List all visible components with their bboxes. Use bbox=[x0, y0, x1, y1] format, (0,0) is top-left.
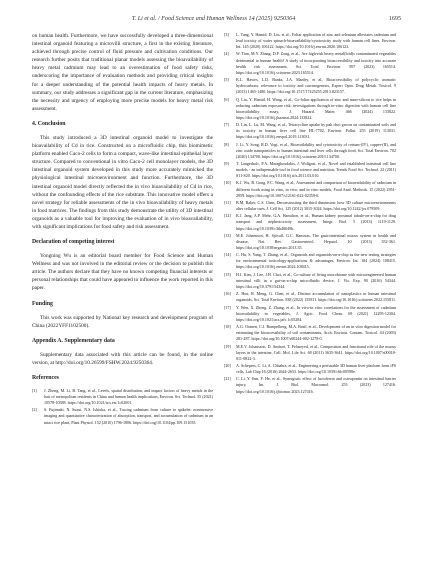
reference-text: K.L. Hawes, L.D. Banks, J.A. Manley, et al., Bioaccessibility of polycyclic aromatic hydrocarbons: relevance to toxicity and carcinogenesis, Expert Opin. Drug Metab. Toxicol. 9 (2013) 1465-1480. https://doi.org/10.1517/17425255.2013.823157. bbox=[236, 77, 396, 95]
reference-item bbox=[224, 213, 396, 231]
left-column bbox=[32, 32, 213, 427]
reference-number: [13] bbox=[224, 232, 231, 238]
reference-number: [6] bbox=[224, 96, 229, 102]
reference-text: D. Lin, L. Lu, M. Wang, et al., Tetracycline uptake by pak choi grown on contaminated soils and its toxicity in human liver cell line HL-7702, Environ. Pollut. 255 (2019) 113031. https://doi.org/10.1016/j.envpol.2019.113031. bbox=[236, 122, 396, 140]
reference-number: [8] bbox=[224, 141, 229, 147]
reference-item bbox=[224, 32, 396, 50]
funding-paragraph: This work was supported by National key research and development program of China (2022YFF1102500). bbox=[32, 314, 213, 329]
reference-number: [20] bbox=[224, 362, 231, 368]
reference-number: [18] bbox=[224, 324, 231, 330]
reference-text: T. Langerholc, P.A. Maragkoudakis, J. Wollgast, et al., Novel and established intestinal cell line models - an indispensable tool in food science and nutrition, Trends Food Sci. Technol. 22 (2011) S11-S20. https://doi.org/10.1016/j.tifs.2011.03.010. bbox=[236, 161, 396, 179]
reference-number: [1] bbox=[32, 387, 37, 393]
reference-item bbox=[224, 122, 396, 140]
reference-number: [14] bbox=[224, 252, 231, 258]
reference-item bbox=[224, 291, 396, 303]
reference-text: W. Tian, M.Y. Zhang, D.P. Zong, et al., Are high-risk heavy metal(loid)s contaminated vegetables detrimental to human health? A study of incorporating bioaccessibility and toxicity into accurate health risk assessment, Sci. Total Environ. 897 (2023) 165514. https://doi.org/10.1016/j.scitotenv.2023.165514. bbox=[236, 51, 396, 75]
reference-item bbox=[224, 142, 396, 160]
reference-number: [4] bbox=[224, 51, 229, 57]
reference-item bbox=[224, 252, 396, 270]
reference-number: [2] bbox=[32, 407, 37, 413]
reference-number: [11] bbox=[224, 199, 231, 205]
reference-item bbox=[224, 305, 396, 323]
reference-text: S. Fujimaki, N. Suzui, N.S. Ishioka, et al., Tracing cadmium from culture to spikelet: noninvasive imaging and quantitative characterization of absorption, transport, and accumulation of cadmium in an intact rice plant, Plant Physiol. 152 (2010) 1796-1806. https://doi.org/10.1104/pp.109.151035. bbox=[44, 407, 213, 425]
reference-item bbox=[224, 77, 396, 95]
reference-text: H.J. Kim, J. Lee, J.H. Choi, et al., Co-culture of living microbiome with microengineered human intestinal villi in a gut-on-a-chip microfluidic device, J. Vis. Exp. 90 (2016) 54344. https://doi.org/10.3791/54344. bbox=[236, 271, 396, 289]
reference-number: [10] bbox=[224, 180, 231, 186]
reference-item bbox=[224, 363, 396, 375]
reference-text: Y. Wen, X. Zheng, Z. Zhang, et al., In vivo-in vitro correlations for the assessment of cadmium bioavailability in vegetables, J. Agric. Food Chem. 69 (2021) 12295-12304. https://doi.org/10.1021/acs.jafc.1c05284. bbox=[236, 304, 396, 322]
appendix-paragraph: Supplementary data associated with this article can be found, in the online version, at http://doi.org/10.26599/FSHW.2024.9250364. bbox=[32, 351, 213, 366]
reference-number: [16] bbox=[224, 291, 231, 297]
reference-number: [9] bbox=[224, 161, 229, 166]
reference-item bbox=[224, 376, 396, 394]
reference-number: [21] bbox=[224, 376, 231, 382]
reference-number: [5] bbox=[224, 77, 229, 83]
conclusion-heading: 4. Conclusion bbox=[32, 120, 66, 127]
reference-item bbox=[224, 200, 396, 212]
references-list-left bbox=[32, 388, 213, 426]
funding-heading: Funding bbox=[32, 300, 53, 307]
competing-interest-paragraph: Yongning Wu is an editorial board member for Food Science and Human Wellness and was not involved in the editorial review or the decision to publish this article. The authors declare that they have no known competing financial interests or personal relationships that could have appeared to influence the work reported in this paper. bbox=[32, 253, 213, 292]
reference-item bbox=[224, 272, 396, 290]
right-column-references bbox=[224, 32, 396, 396]
reference-text: M.E.V. Johansson, D. Ambort, T. Pelaseyed, et al., Composition and functional role of the mucus layers in the intestine, Cell. Mol. Life Sci. 68 (2011) 3635-3641. https://doi.org/10.1007/s00018-011-0822-3. bbox=[236, 343, 396, 361]
reference-item bbox=[32, 388, 213, 406]
reference-text: A.G. Oomen, C.J. Rompelberg, M.A. Bruil, et al., Development of an in vitro digestion model for estimating the bioaccessibility of soil contaminants, Arch. Environ. Contam. Toxicol. 44 (2003) 281-287. https://doi.org/10.1007/s00244-002-1278-0. bbox=[236, 324, 396, 342]
reference-text: A. Schepers, C. Li, A. Chhabra, et al., Engineering a perfusable 3D human liver platform from iPS cells, Lab Chip 16 (2016) 2644-2653. https://doi.org/10.1039/c6lc00598e. bbox=[236, 362, 396, 375]
reference-text: J. Zheng, M. Li, B. Tang, et al., Levels, spatial distribution, and impact factors of heavy metals in the hair of metropolitan residents in China and human health implications, Environ. Sci. Technol. 55 (2021) 10578-10588. https://doi.org/10.1021/acs.est.1c02001. bbox=[44, 387, 213, 406]
reference-item bbox=[224, 180, 396, 198]
reference-item bbox=[32, 407, 213, 425]
reference-number: [15] bbox=[224, 271, 231, 277]
reference-text: J. Li, Y. Song, R.D. Vogt, et al., Bioavailability and cytotoxicity of cerium-(IV), copper-(II), and zinc oxide nanoparticles to human intestinal and liver cells through food, Sci. Total Environ. 702 (2020) 134700. https://doi.org/10.1016/j.scitotenv.2019.134700. bbox=[236, 141, 396, 159]
reference-number: [19] bbox=[224, 343, 231, 349]
reference-number: [7] bbox=[224, 122, 229, 128]
reference-text: L. Tang, Y. Hamid, D. Liu, et al., Foliar application of zinc and selenium alleviates cadmium and lead toxicity of water spinach-bioavailability/cytotoxicity study with human cell lines, Environ. Int. 145 (2020) 106122. https://doi.org/10.1016/j.envint.2020.106122. bbox=[236, 32, 396, 50]
reference-item bbox=[224, 344, 396, 362]
appendix-heading: Appendix A. Supplementary data bbox=[32, 337, 115, 344]
intro-paragraph: on human health. Furthermore, we have successfully developed a three-dimensional intestinal organoid featuring a microvilli structure, a first in the existing literature, achieved through precise control of fluid pressure and cultivation conditions. Our research further posits that traditional planar models assessing the bioavailability of heavy metal cadmium may lead to an overestimation of food safety risks, underscoring the importance of evaluation methods and providing critical insights for a deeper understanding of the potential health impacts of heavy metals. In summary, our study addresses a significant gap in the current literature, emphasizing the necessity and urgency of employing more precise models for heavy metal risk assessment. bbox=[32, 33, 213, 112]
reference-item bbox=[224, 161, 396, 179]
competing-interest-heading: Declaration of competing interest bbox=[32, 239, 115, 246]
conclusion-paragraph: This study introduced a 3D intestinal organoid model to investigate the bioavailability of Cd in rice. Constructed on a microfluidic chip, this biomimetic platform enabled Caco-2 cells to form a compact, wave-like intestinal epithelial layer structure. Compared to conventional in vitro Caco-2 cell monolayer models, the 3D intestinal organoid system developed in this study more accurately mimicked the physiological intestinal microenvironment and function. Furthermore, the 3D intestinal organoid model directly reflected the in vivo bioavailability of Cd in rice, without the confounding effects of the rice substrate. This innovative model offers a novel strategy for reliable assessments of the in vivo bioavailability of heavy metals in food matrices. The findings from this study demonstrate the utility of 3D intestinal organoids as a valuable tool for improving the evaluation of in vivo bioavailability, with significant implications for food safety and risk assessment. bbox=[32, 134, 213, 230]
page-number: 1695 bbox=[388, 16, 401, 22]
reference-text: Z. Hou, R. Meng, G. Chen, et al., Distinct accumulation of nanoplastics in human intestinal organoids, Sci. Total Environ. 838 (2022) 155811. https://doi.org/10.1016/j.scitotenv.2022.155811. bbox=[236, 291, 397, 303]
reference-number: [17] bbox=[224, 304, 231, 310]
reference-item bbox=[224, 97, 396, 121]
reference-item bbox=[224, 324, 396, 342]
running-title: T. Li et al. / Food Science and Human Wellness 14 (2025) 9250364 bbox=[131, 16, 296, 22]
reference-text: K.J. Wu, B. Gong, F.C. Wang, et al., Assessment and comparison of bioavailability of cadmium in different foods using in vitro, in vivo, and in vitro models, Food Anal. Methods. 15 (2022) 2951-2959. https://doi.org/10.1007/s12161-022-02359-6. bbox=[236, 180, 396, 198]
reference-text: C. Hu, S. Yang, T. Zhang, et al., Organoids and organoids-on-a-chip as the new testing strategies for environmental toxicology-applications & advantages, Environ. Int. 184 (2024) 108415. https://doi.org/10.1016/j.envint.2024.108415. bbox=[236, 252, 396, 270]
references-heading: References bbox=[32, 374, 59, 381]
reference-text: C. Li, Y. Sun, Y. He, et al., Synergistic effect of lactoferrin and osteopontin on intestinal barrier injury, Int. J. Biol. Macromol. 253 (2023) 127416. https://doi.org/10.1016/j.ijbiomac.2023.127416. bbox=[236, 376, 396, 394]
reference-number: [12] bbox=[224, 213, 231, 219]
reference-text: B.M. Baker, C.S. Chen, Deconstructing the third dimension: how 3D culture microenvironments alter cellular cues, J. Cell Sci. 125 (2012) 3015-3024. https://doi.org/10.1242/jcs.079509. bbox=[236, 199, 396, 212]
reference-item bbox=[224, 51, 396, 75]
running-head bbox=[0, 16, 427, 28]
reference-text: M.E. Johansson, H. Sjövall, G.C. Hansson, The gastrointestinal mucus system in health and disease, Nat. Rev. Gastroenterol. Hepatol. 10 (2013) 352-361. https://doi.org/10.1038/nrgastro.2013.35. bbox=[236, 232, 396, 250]
reference-item bbox=[224, 233, 396, 251]
reference-number: [3] bbox=[224, 32, 229, 37]
reference-text: Q. Liu, Y. Hamid, H. Wang, et al., Co-foliar application of zinc and nano-silicon to rice helps in reducing cadmium exposure risk: investigations through in-vitro digestion with human cell line bioavailability assay, J. Hazard. Mater. 466 (2024) 133822. https://doi.org/10.1016/j.jhazmat.2024.133822. bbox=[236, 96, 396, 120]
reference-text: K.J. Jang, A.P. Mehr, G.A. Hamilton, et al., Human kidney proximal tubule-on-a-chip for drug transport and nephrotoxicity assessment, Integr. Biol. 5 (2013) 1119-1129. https://doi.org/10.1039/c3ib40049b. bbox=[236, 213, 396, 231]
